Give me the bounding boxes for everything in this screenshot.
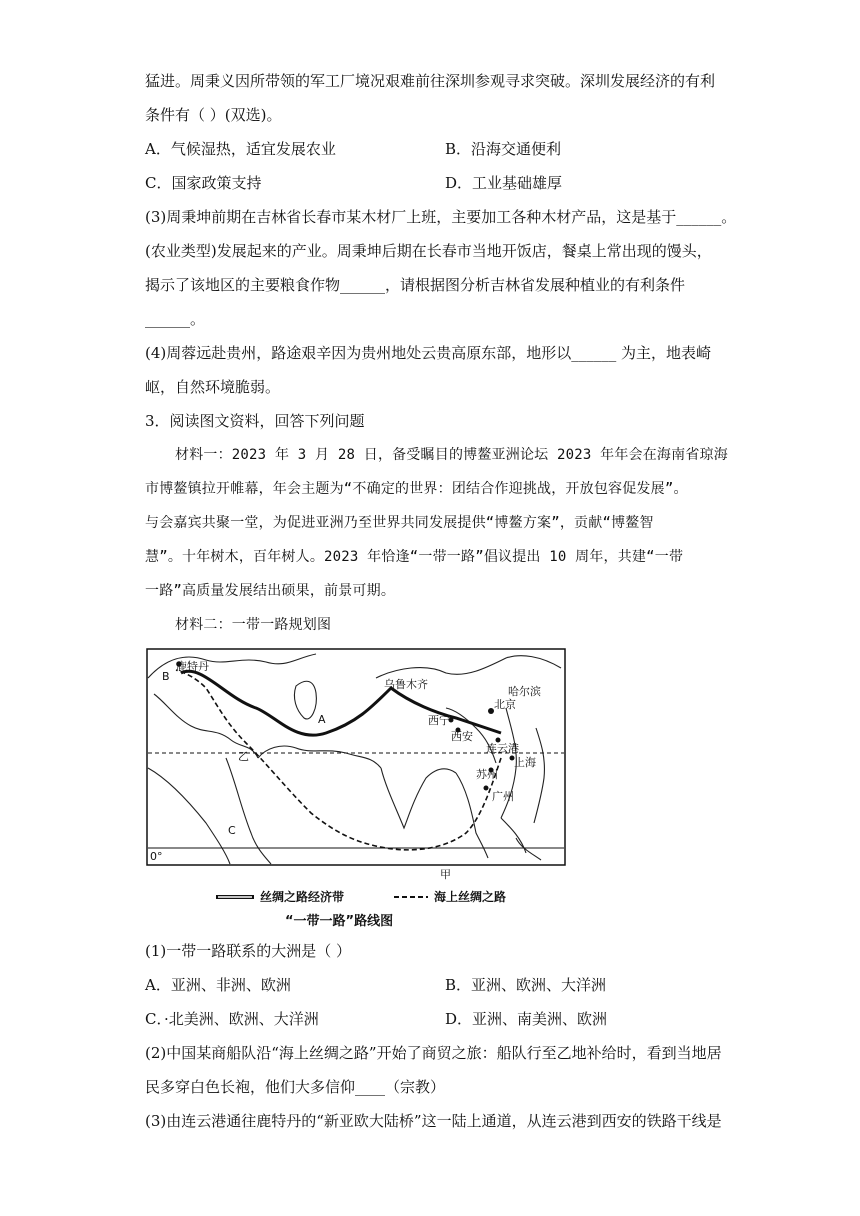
q3-sub2-line: (2)中国某商船队沿“海上丝绸之路”开始了商贸之旅：船队行至乙地补给时，看到当地居	[145, 1044, 722, 1062]
q2-option-a[interactable]: A．气候湿热，适宜发展农业	[145, 140, 336, 158]
label-harbin: 哈尔滨	[508, 685, 541, 698]
q2-option-c[interactable]: C．国家政策支持	[145, 174, 262, 192]
q3-material2-caption: 材料二：一带一路规划图	[175, 617, 332, 633]
label-zero-lat: 0°	[150, 850, 163, 863]
q3-sub1: (1)一带一路联系的大洲是（ ）	[145, 942, 352, 960]
q2-text-line: 猛进。周秉义因所带领的军工厂境况艰难前往深圳参观寻求突破。深圳发展经济的有利	[145, 72, 716, 90]
q3-option-b[interactable]: B．亚洲、欧洲、大洋洲	[445, 976, 607, 994]
label-xining: 西宁	[428, 714, 450, 727]
legend-sea-label: 海上丝绸之路	[434, 890, 507, 904]
q3-option-c[interactable]: C．·北美洲、欧洲、大洋洲	[145, 1010, 319, 1028]
q3-material1-line: 与会嘉宾共聚一堂，为促进亚洲乃至世界共同发展提供“博鳌方案”，贡献“博鳌智	[145, 515, 654, 531]
label-beijing: 北京	[494, 698, 516, 711]
q3-header: 3．阅读图文资料，回答下列问题	[145, 412, 365, 430]
label-guangzhou: 广州	[492, 790, 514, 803]
q2-option-d[interactable]: D．工业基础雄厚	[445, 174, 563, 192]
label-c: C	[228, 824, 236, 837]
label-urumqi: 乌鲁木齐	[384, 678, 428, 691]
label-jia: 甲	[440, 868, 451, 881]
q2-sub3-line: (农业类型)发展起来的产业。周秉坤后期在长春市当地开饭店，餐桌上常出现的馒头，	[145, 242, 712, 260]
map-title: “一带一路”路线图	[285, 914, 394, 929]
q2-sub3-line: 揭示了该地区的主要粮食作物______，请根据图分析吉林省发展种植业的有利条件	[145, 276, 686, 294]
q3-option-a[interactable]: A．亚洲、非洲、欧洲	[145, 976, 291, 994]
q2-sub4-line: 岖，自然环境脆弱。	[145, 378, 281, 396]
q3-option-d[interactable]: D．亚洲、南美洲、欧洲	[445, 1010, 608, 1028]
q3-material1-line: 材料一：2023 年 3 月 28 日，备受瞩目的博鳌亚洲论坛 2023 年年会在海南省琼海	[175, 447, 728, 463]
q2-sub3-line: ______。	[145, 310, 206, 328]
q2-option-b[interactable]: B．沿海交通便利	[445, 140, 562, 158]
label-shanghai: 上海	[514, 756, 536, 769]
label-suzhou: 苏州	[476, 768, 498, 781]
label-yi: 乙	[238, 750, 249, 763]
q2-sub4-line: (4)周蓉远赴贵州，路途艰辛因为贵州地处云贵高原东部，地形以______ 为主，地表崎	[145, 344, 712, 362]
q3-sub2-line: 民多穿白色长袍，他们大多信仰____（宗教）	[145, 1078, 446, 1096]
q3-sub3-line: (3)由连云港通往鹿特丹的“新亚欧大陆桥”这一陆上通道，从连云港到西安的铁路干线是	[145, 1112, 722, 1130]
belt-and-road-map	[146, 648, 566, 936]
q2-sub3-line: (3)周秉坤前期在吉林省长春市某木材厂上班，主要加工各种木材产品，这是基于______。	[145, 208, 737, 226]
label-rotterdam: 鹿特丹	[176, 660, 209, 673]
q3-material1-line: 慧”。十年树木，百年树人。2023 年恰逢“一带一路”倡议提出 10 周年，共建“一带	[145, 549, 684, 565]
q2-text-line: 条件有（ ）(双选)。	[145, 106, 282, 124]
label-lianyungang: 连云港	[486, 742, 519, 755]
q3-material1-line: 一路”高质量发展结出硕果，前景可期。	[145, 583, 396, 599]
label-xian: 西安	[451, 730, 473, 743]
label-b: B	[162, 670, 170, 683]
q3-material1-line: 市博鳌镇拉开帷幕，年会主题为“不确定的世界：团结合作迎挑战，开放包容促发展”。	[145, 481, 688, 497]
label-a: A	[318, 713, 326, 726]
legend-land-label: 丝绸之路经济带	[260, 890, 345, 904]
